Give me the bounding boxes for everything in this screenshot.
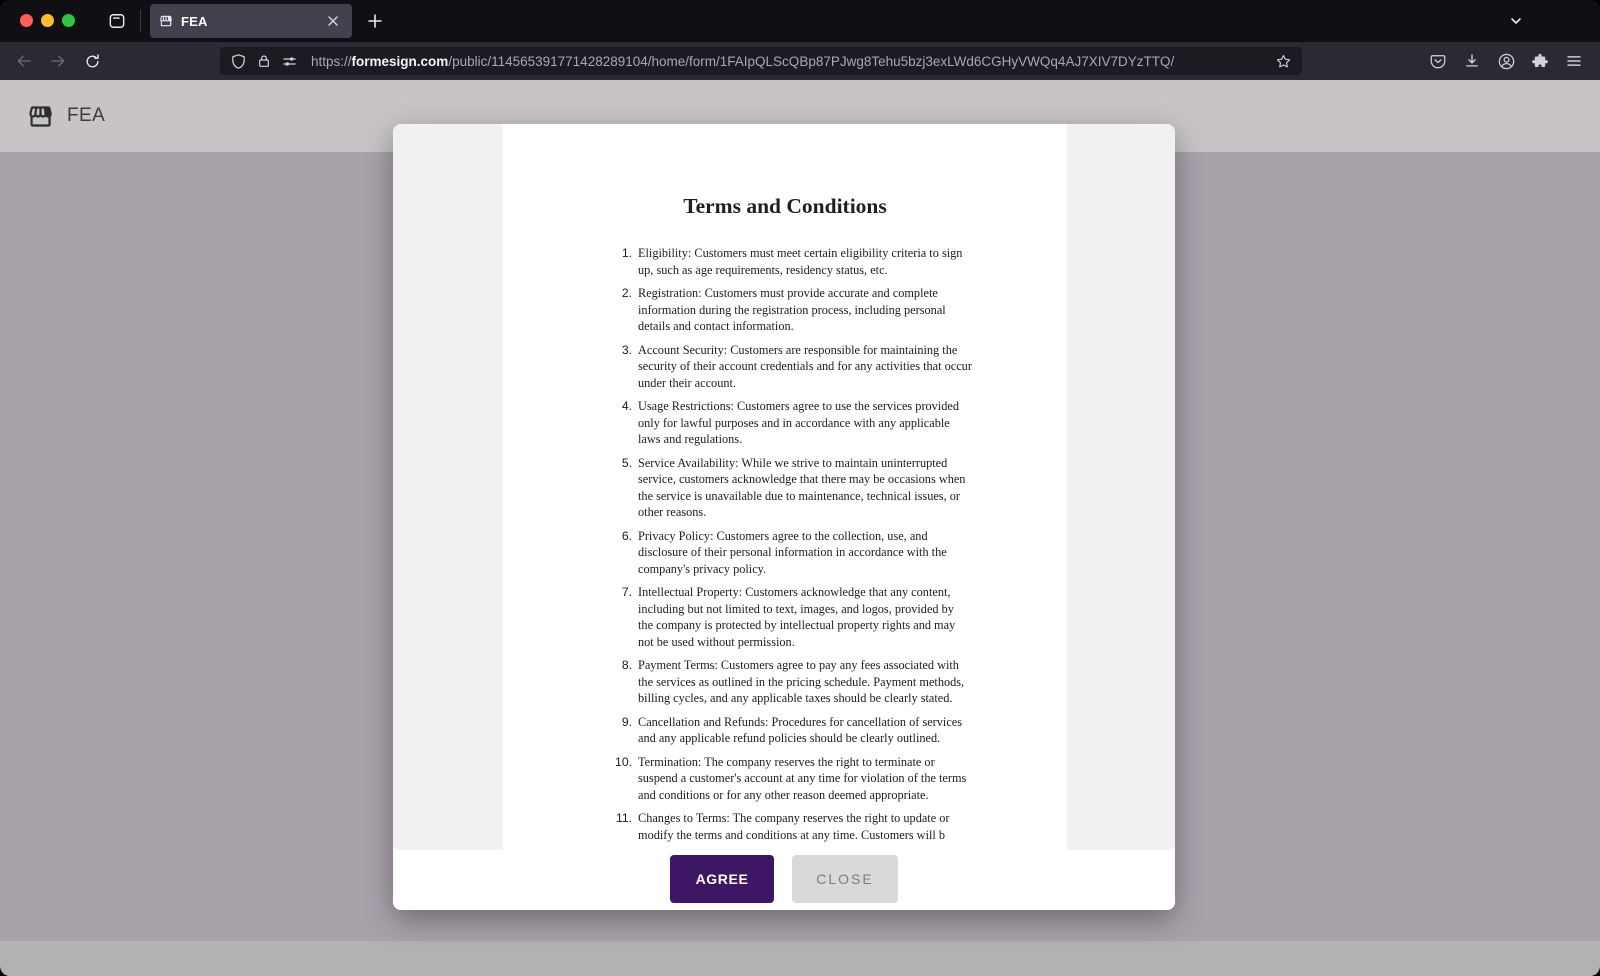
terms-item: Termination: The company reserves the right to terminate or suspend a customer's account at any time for violation of the terms and conditions or for any other reason deemed appropriate. bbox=[638, 754, 967, 802]
firefox-view-icon[interactable] bbox=[103, 7, 131, 35]
list-all-tabs-chevron-icon[interactable] bbox=[1502, 8, 1530, 34]
terms-item: Registration: Customers must provide accurate and complete information during the registration process, including personal details and contact information. bbox=[638, 286, 946, 333]
permissions-sliders-icon[interactable] bbox=[281, 53, 298, 70]
bookmark-star-icon[interactable] bbox=[1275, 53, 1292, 70]
toolbar-right-icons bbox=[1424, 47, 1588, 75]
tab-fea[interactable] bbox=[150, 4, 352, 38]
forward-icon[interactable] bbox=[44, 47, 72, 75]
terms-item: Intellectual Property: Customers acknowledge that any content, including but not limited to text, images, and logos, provided by the company is protected by intellectual property rights and may not be used without permission. bbox=[638, 585, 956, 649]
tab-title: FEA bbox=[181, 13, 208, 29]
terms-item: Privacy Policy: Customers agree to the collection, use, and disclosure of their personal information in accordance with the company's privacy policy. bbox=[638, 528, 947, 576]
download-icon[interactable] bbox=[1458, 47, 1486, 75]
tab-strip bbox=[0, 0, 1600, 42]
lock-icon[interactable] bbox=[256, 53, 272, 69]
close-window-button[interactable] bbox=[20, 14, 33, 27]
terms-item: Account Security: Customers are responsible for maintaining the security of their account credentials and for any activities that occur under their account. bbox=[638, 342, 972, 390]
terms-item: Eligibility: Customers must meet certain eligibility criteria to sign up, such as age requirements, residency status, etc. bbox=[638, 246, 963, 277]
tab-close-icon[interactable] bbox=[323, 11, 343, 31]
minimize-window-button[interactable] bbox=[41, 14, 54, 27]
back-icon[interactable] bbox=[10, 47, 38, 75]
window-controls bbox=[20, 14, 75, 27]
terms-dialog bbox=[393, 124, 1175, 910]
url-bar[interactable] bbox=[220, 47, 1302, 75]
extensions-puzzle-icon[interactable] bbox=[1526, 47, 1554, 75]
dialog-footer bbox=[393, 850, 1175, 910]
close-button[interactable]: CLOSE bbox=[792, 855, 898, 903]
menu-hamburger-icon[interactable] bbox=[1560, 47, 1588, 75]
tracking-protection-shield-icon[interactable] bbox=[230, 53, 247, 70]
url-domain: formesign.com bbox=[351, 53, 449, 69]
terms-item: Changes to Terms: The company reserves the right to update or modify the terms and conditions at any time. Customers will b bbox=[638, 811, 950, 842]
storefront-favicon bbox=[159, 14, 173, 28]
page-content bbox=[0, 80, 1600, 976]
maximize-window-button[interactable] bbox=[62, 14, 75, 27]
terms-item: Cancellation and Refunds: Procedures for cancellation of services and any applicable refund policies should be clearly outlined. bbox=[638, 714, 963, 745]
terms-list bbox=[503, 245, 1067, 843]
terms-document-scroll-area[interactable] bbox=[393, 124, 1175, 850]
terms-document-page bbox=[503, 124, 1067, 850]
reload-icon[interactable] bbox=[78, 47, 106, 75]
tab-separator bbox=[140, 10, 141, 32]
account-icon[interactable] bbox=[1492, 47, 1520, 75]
agree-button[interactable]: AGREE bbox=[670, 855, 774, 903]
terms-item: Usage Restrictions: Customers agree to use the services provided only for lawful purposes and in accordance with any applicable laws and regulations. bbox=[638, 399, 960, 446]
storefront-icon bbox=[27, 103, 54, 130]
terms-item: Service Availability: While we strive to maintain uninterrupted service, customers acknowledge that there may be occasions when the service is unavailable due to maintenance, technical issues, or other reasons. bbox=[638, 455, 966, 519]
navigation-toolbar bbox=[0, 42, 1600, 80]
pocket-icon[interactable] bbox=[1424, 47, 1452, 75]
terms-title: Terms and Conditions bbox=[683, 194, 887, 218]
brand-name: FEA bbox=[67, 105, 106, 126]
new-tab-button[interactable] bbox=[362, 8, 388, 34]
url-text: https://formesign.com/public/114565391771428289104/home/form/1FAIpQLScQBp87PJwg8Tehu5bzj3exLWd6CGHyVWQq4AJ7XIV7DYzTTQ/ bbox=[311, 53, 1175, 69]
terms-item: Payment Terms: Customers agree to pay any fees associated with the services as outlined in the pricing schedule. Payment methods, billing cycles, and any applicable taxes should be clearly stated. bbox=[638, 658, 965, 705]
page-bottom-strip bbox=[0, 941, 1600, 976]
